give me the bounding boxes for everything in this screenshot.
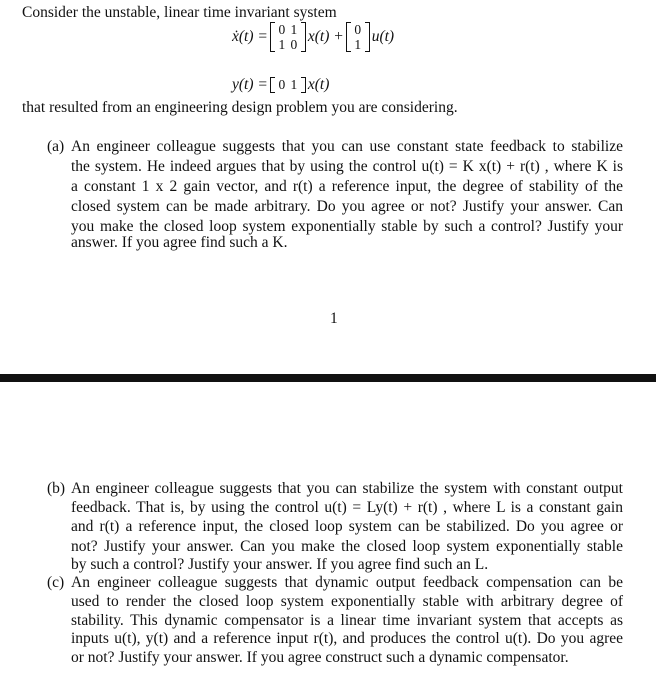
after-equation-text: that resulted from an engineering design problem you are considering. [22, 99, 458, 116]
c1: 0 [278, 77, 286, 92]
intro-text: Consider the unstable, linear time invariant system [22, 4, 337, 21]
part-a-line: closed system can be made arbitrary. Do you agree or not? Justify your answer. Can [71, 198, 623, 215]
a21: 1 [278, 37, 286, 52]
b1: 0 [354, 22, 362, 37]
part-a-line: you make the closed loop system exponentially stable by such a control? Justify your [71, 218, 623, 235]
part-b-line: not? Justify your answer. Can you make the closed loop system exponentially stable [71, 538, 623, 555]
page-number: 1 [330, 310, 338, 327]
x-term: x(t) + [307, 28, 344, 45]
part-b-line: by such a control? Justify your answer. If you agree find such an L. [71, 556, 489, 573]
part-a-line: a constant 1 x 2 gain vector, and r(t) a reference input, the degree of stability of the [71, 178, 623, 195]
yx-term: x(t) [307, 76, 330, 93]
part-c-line: inputs u(t), y(t) and a reference input r(t), and produces the control u(t). Do you agree [71, 630, 623, 647]
part-c-line: used to render the closed loop system exponentially stable with arbitrary degree of [71, 593, 623, 610]
page-divider [0, 374, 656, 382]
part-b-label: (b) [47, 480, 66, 497]
part-b-line: and r(t) a reference input, the closed loop system can be stabilized. Do you agree or [71, 518, 623, 535]
part-c-line: An engineer colleague suggests that dynamic output feedback compensation can be [71, 574, 623, 591]
a11: 0 [278, 22, 286, 37]
vector-b [346, 22, 370, 52]
part-a-line: answer. If you agree find such a K. [71, 234, 288, 251]
part-b-line: feedback. That is, by using the control u(t) = Ly(t) + r(t) , where L is a constant gain [71, 499, 623, 516]
part-b-line: An engineer colleague suggests that you can stabilize the system with constant output [71, 480, 623, 497]
part-c-line: or not? Justify your answer. If you agree construct such a dynamic compensator. [71, 649, 569, 666]
output-equation [232, 76, 329, 94]
u-term: u(t) [371, 28, 395, 45]
b2: 1 [354, 37, 362, 52]
part-a-line: the system. He indeed argues that by using the control u(t) = K x(t) + r(t) , where K is [71, 158, 623, 175]
c2: 1 [290, 77, 298, 92]
y-lhs: y(t) = [232, 76, 268, 93]
vector-c [270, 77, 306, 93]
a22: 0 [290, 37, 298, 52]
part-c-line: stability. This dynamic compensator is a linear time invariant system that accepts as [71, 612, 623, 629]
xdot-lhs: ẋ(t) = [232, 28, 268, 45]
a12: 1 [290, 22, 298, 37]
part-c-label: (c) [47, 574, 65, 591]
part-a-line: An engineer colleague suggests that you can use constant state feedback to stabilize [71, 138, 623, 155]
part-a-label: (a) [47, 138, 65, 155]
matrix-a [270, 22, 306, 52]
state-equation [232, 22, 394, 52]
